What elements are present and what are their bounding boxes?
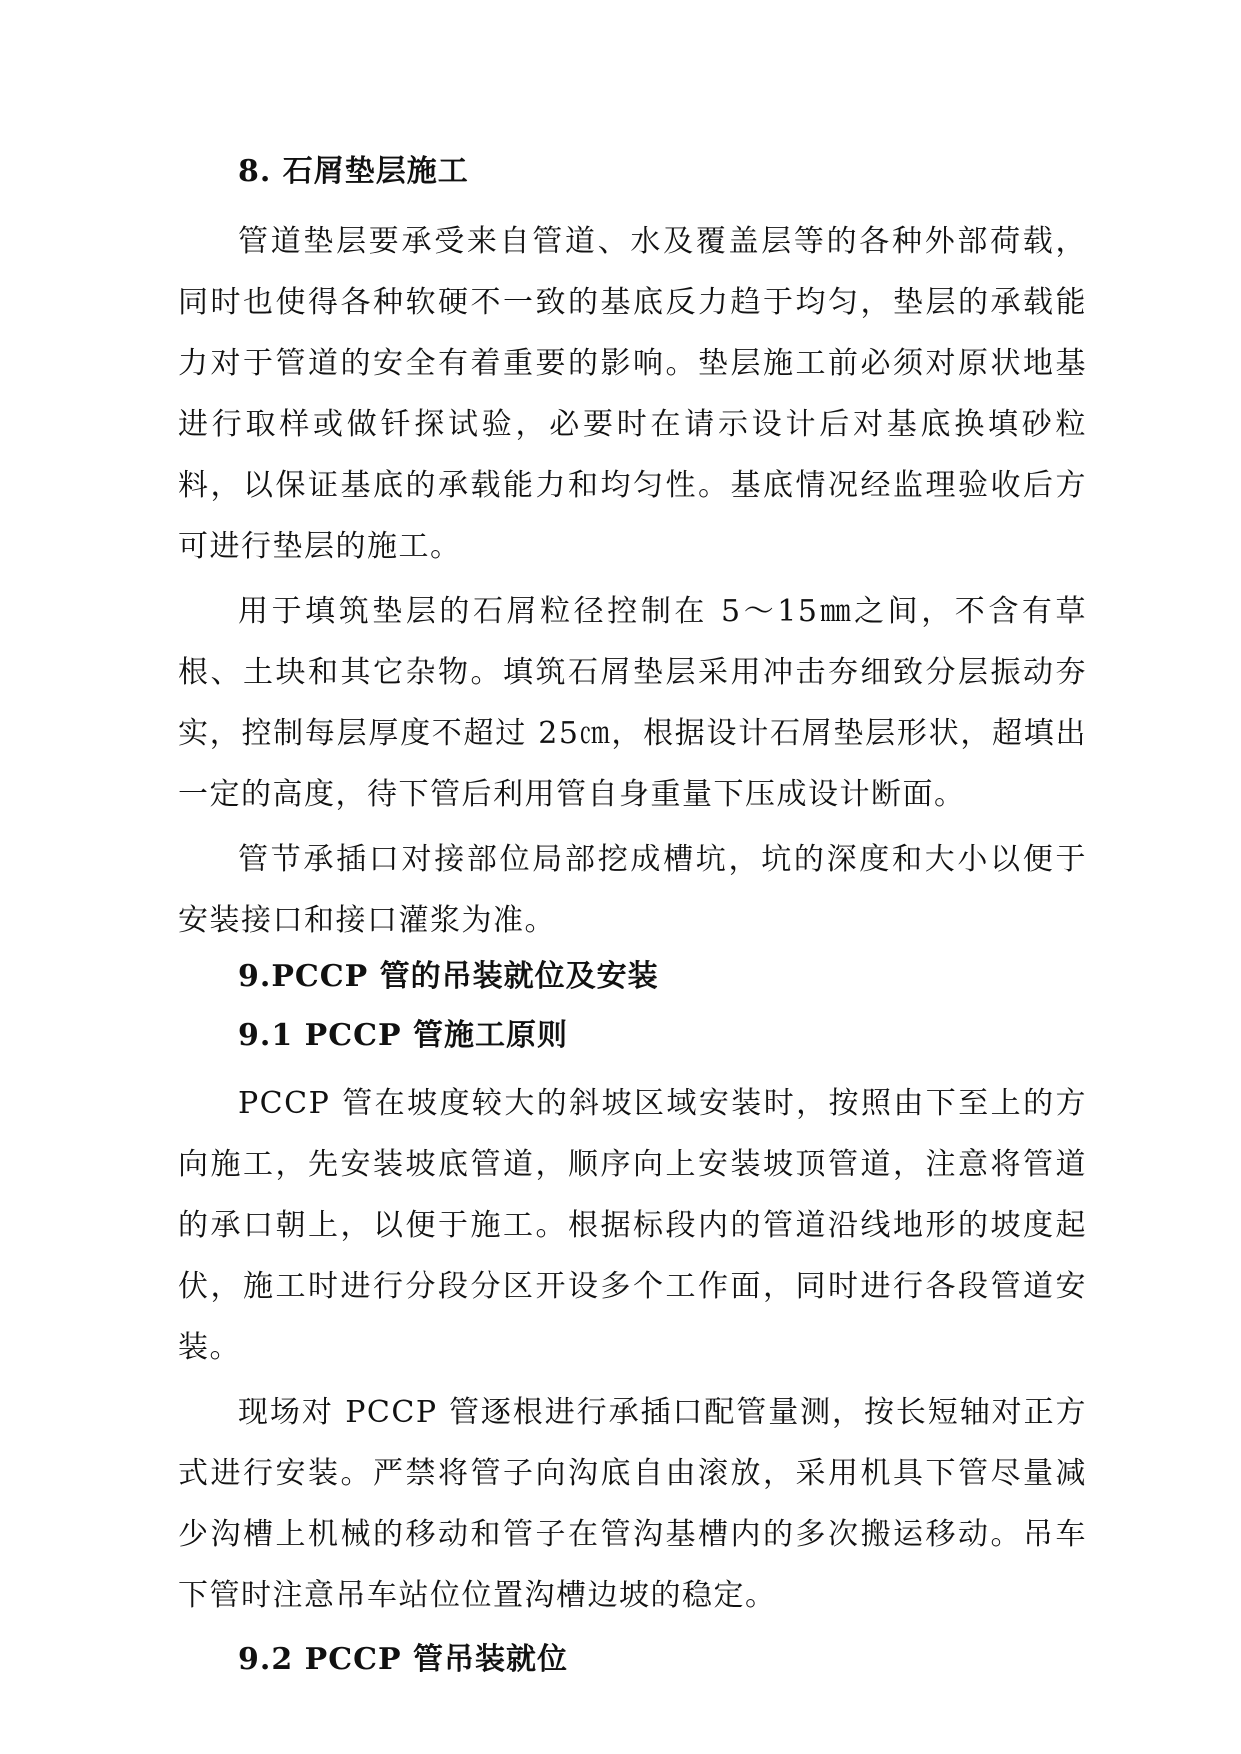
section-9-1-heading: 9.1 PCCP 管施工原则 xyxy=(238,1018,568,1053)
section-9-1-paragraph-2: 现场对 PCCP 管逐根进行承插口配管量测，按长短轴对正方式进行安装。严禁将管子向沟底自由滚放，采用机具下管尽量减少沟槽上机械的移动和管子在管沟基槽内的多次搬运移动。吊车下管时注意吊车站位位置沟槽边坡的稳定。 xyxy=(178,1395,1087,1613)
section-8-paragraph-2: 用于填筑垫层的石屑粒径控制在 5～15㎜之间，不含有草根、土块和其它杂物。填筑石屑垫层采用冲击夯细致分层振动夯实，控制每层厚度不超过 25㎝，根据设计石屑垫层形状，超填出一定的高度，待下管后利用管自身重量下压成设计断面。 xyxy=(178,594,1087,812)
section-8-paragraph-1: 管道垫层要承受来自管道、水及覆盖层等的各种外部荷载，同时也使得各种软硬不一致的基底反力趋于均匀，垫层的承载能力对于管道的安全有着重要的影响。垫层施工前必须对原状地基进行取样或做钎探试验，必要时在请示设计后对基底换填砂粒料，以保证基底的承载能力和均匀性。基底情况经监理验收后方可进行垫层的施工。 xyxy=(178,224,1087,564)
section-8-heading: 8. 石屑垫层施工 xyxy=(238,154,469,189)
section-9-2-heading: 9.2 PCCP 管吊装就位 xyxy=(238,1642,568,1677)
section-8-paragraph-3: 管节承插口对接部位局部挖成槽坑，坑的深度和大小以便于安装接口和接口灌浆为准。 xyxy=(178,842,1087,938)
section-9-heading: 9.PCCP 管的吊装就位及安装 xyxy=(238,959,659,994)
section-9-1-paragraph-1: PCCP 管在坡度较大的斜坡区域安装时，按照由下至上的方向施工，先安装坡底管道，顺序向上安装坡顶管道，注意将管道的承口朝上，以便于施工。根据标段内的管道沿线地形的坡度起伏，施工时进行分段分区开设多个工作面，同时进行各段管道安装。 xyxy=(178,1086,1087,1365)
page-content xyxy=(178,150,1087,1699)
